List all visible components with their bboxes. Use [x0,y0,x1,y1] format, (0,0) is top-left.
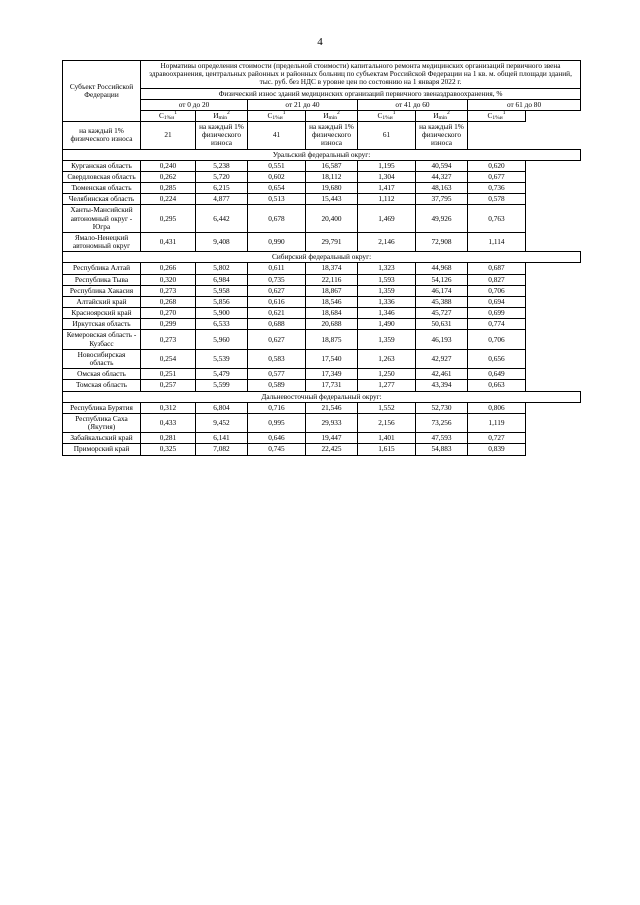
value-cell: 0,716 [248,402,306,413]
value-cell: 0,254 [141,349,196,368]
symbol-i-3: $И_{min}^2$ [416,110,468,121]
region-name-cell: Алтайский край [63,296,141,307]
value-cell: 18,374 [306,263,358,274]
value-cell: 1,401 [358,433,416,444]
table-row [63,285,581,296]
value-cell: 0,273 [141,285,196,296]
value-cell: 17,731 [306,380,358,391]
value-cell: 43,394 [416,380,468,391]
region-name-cell: Республика Бурятия [63,402,141,413]
region-name-cell: Республика Алтай [63,263,141,274]
value-cell: 1,552 [358,402,416,413]
region-name-cell: Иркутская область [63,319,141,330]
region-name-cell: Забайкальский край [63,433,141,444]
table-row [63,296,581,307]
value-cell: 0,312 [141,402,196,413]
value-cell: 0,620 [468,160,526,171]
region-name-cell: Курганская область [63,160,141,171]
value-cell: 1,336 [358,296,416,307]
header-wear-cell: Физический износ зданий медицинских организаций первичного звеназдравоохранения, % [141,88,581,99]
table-row [63,330,581,349]
value-cell: 18,546 [306,296,358,307]
value-cell: 40,594 [416,160,468,171]
value-cell: 37,795 [416,194,468,205]
value-cell: 44,327 [416,171,468,182]
table-header-title-row [63,61,581,89]
table-row [63,413,581,432]
value-cell: 0,654 [248,183,306,194]
value-cell: 1,615 [358,444,416,455]
region-name-cell: Республика Тыва [63,274,141,285]
value-cell: 0,694 [468,296,526,307]
table-row [63,274,581,285]
value-cell: 0,320 [141,274,196,285]
value-cell: 0,827 [468,274,526,285]
value-cell: 0,578 [468,194,526,205]
value-cell: 2,146 [358,232,416,251]
symbol-c-1: $C_{1\%и}^1$ [248,110,306,121]
value-cell: 1,250 [358,369,416,380]
value-cell: 0,513 [248,194,306,205]
value-cell: 0,646 [248,433,306,444]
table-row [63,160,581,171]
table-header-ranges-row [63,99,581,110]
table-row [63,232,581,251]
value-cell: 0,251 [141,369,196,380]
value-cell: 1,593 [358,274,416,285]
district-group-row [63,149,581,160]
value-cell: 54,883 [416,444,468,455]
value-cell: 1,195 [358,160,416,171]
value-cell: 6,984 [196,274,248,285]
value-cell: 0,589 [248,380,306,391]
value-cell: 0,774 [468,319,526,330]
value-cell: 5,720 [196,171,248,182]
value-cell: 1,417 [358,183,416,194]
value-cell: 16,587 [306,160,358,171]
value-cell: 6,533 [196,319,248,330]
table-row [63,369,581,380]
value-cell: 15,443 [306,194,358,205]
value-cell: 5,900 [196,308,248,319]
value-cell: 1,490 [358,319,416,330]
value-cell: 5,599 [196,380,248,391]
value-cell: 73,256 [416,413,468,432]
value-cell: 45,727 [416,308,468,319]
value-cell: 0,433 [141,413,196,432]
unit-per-percent-1: на каждый 1% физического износа [196,122,248,150]
value-cell: 1,469 [358,205,416,233]
value-cell: 9,408 [196,232,248,251]
value-cell: 0,627 [248,285,306,296]
value-cell: 1,323 [358,263,416,274]
table-row [63,171,581,182]
value-cell: 48,163 [416,183,468,194]
value-cell: 0,735 [248,274,306,285]
table-row [63,194,581,205]
value-cell: 29,791 [306,232,358,251]
region-name-cell: Ямало-Ненецкий автономный округ [63,232,141,251]
value-cell: 42,927 [416,349,468,368]
region-name-cell: Кемеровская область - Кузбасс [63,330,141,349]
value-cell: 6,442 [196,205,248,233]
value-cell: 0,285 [141,183,196,194]
value-cell: 46,174 [416,285,468,296]
table-row [63,319,581,330]
imin-value-1: 21 [141,122,196,150]
value-cell: 1,112 [358,194,416,205]
value-cell: 0,577 [248,369,306,380]
value-cell: 0,431 [141,232,196,251]
value-cell: 72,908 [416,232,468,251]
value-cell: 0,727 [468,433,526,444]
table-header-wear-row [63,88,581,99]
district-group-label: Уральский федеральный округ: [63,149,581,160]
value-cell: 5,479 [196,369,248,380]
value-cell: 52,730 [416,402,468,413]
value-cell: 1,119 [468,413,526,432]
value-cell: 45,388 [416,296,468,307]
value-cell: 46,193 [416,330,468,349]
region-name-cell: Томская область [63,380,141,391]
value-cell: 0,325 [141,444,196,455]
value-cell: 1,359 [358,330,416,349]
value-cell: 29,933 [306,413,358,432]
symbol-i-1: $И_{min}^2$ [196,110,248,121]
value-cell: 1,263 [358,349,416,368]
district-group-label: Сибирский федеральный округ: [63,252,581,263]
range-header-1: от 21 до 40 [248,99,358,110]
value-cell: 5,958 [196,285,248,296]
region-name-cell: Тюменская область [63,183,141,194]
value-cell: 18,112 [306,171,358,182]
value-cell: 0,299 [141,319,196,330]
value-cell: 18,867 [306,285,358,296]
region-name-cell: Новосибирская область [63,349,141,368]
value-cell: 50,631 [416,319,468,330]
value-cell: 0,806 [468,402,526,413]
value-cell: 0,706 [468,330,526,349]
value-cell: 17,540 [306,349,358,368]
value-cell: 0,262 [141,171,196,182]
value-cell: 6,804 [196,402,248,413]
value-cell: 0,839 [468,444,526,455]
value-cell: 1,359 [358,285,416,296]
value-cell: 0,266 [141,263,196,274]
table-row [63,380,581,391]
value-cell: 7,082 [196,444,248,455]
value-cell: 20,400 [306,205,358,233]
region-name-cell: Челябинская область [63,194,141,205]
value-cell: 21,546 [306,402,358,413]
norms-table-container [62,60,580,456]
table-header-symbols-row [63,110,581,121]
district-group-label: Дальневосточный федеральный округ: [63,391,581,402]
value-cell: 0,281 [141,433,196,444]
value-cell: 0,295 [141,205,196,233]
value-cell: 19,447 [306,433,358,444]
header-subject-cell: Субъект Российской Федерации [63,61,141,122]
value-cell: 18,875 [306,330,358,349]
region-name-cell: Свердловская область [63,171,141,182]
value-cell: 5,856 [196,296,248,307]
district-group-row [63,252,581,263]
region-name-cell: Омская область [63,369,141,380]
value-cell: 1,346 [358,308,416,319]
district-group-row [63,391,581,402]
region-name-cell: Красноярский край [63,308,141,319]
region-name-cell: Республика Саха (Якутия) [63,413,141,432]
table-row [63,205,581,233]
value-cell: 49,926 [416,205,468,233]
value-cell: 47,593 [416,433,468,444]
value-cell: 0,736 [468,183,526,194]
value-cell: 4,877 [196,194,248,205]
value-cell: 0,656 [468,349,526,368]
value-cell: 0,995 [248,413,306,432]
value-cell: 0,627 [248,330,306,349]
table-header-units-row [63,122,581,150]
range-header-3: от 61 до 80 [468,99,581,110]
unit-per-percent-2: на каждый 1% физического износа [306,122,358,150]
value-cell: 6,215 [196,183,248,194]
value-cell: 0,224 [141,194,196,205]
table-row [63,308,581,319]
value-cell: 0,583 [248,349,306,368]
value-cell: 1,277 [358,380,416,391]
region-name-cell: Ханты-Мансийский автономный округ - Югра [63,205,141,233]
value-cell: 0,270 [141,308,196,319]
value-cell: 0,649 [468,369,526,380]
table-row [63,433,581,444]
value-cell: 9,452 [196,413,248,432]
value-cell: 5,960 [196,330,248,349]
symbol-i-2: $И_{min}^2$ [306,110,358,121]
value-cell: 0,273 [141,330,196,349]
value-cell: 5,802 [196,263,248,274]
imin-value-3: 61 [358,122,416,150]
region-name-cell: Республика Хакасия [63,285,141,296]
value-cell: 44,968 [416,263,468,274]
symbol-c-3: $C_{1\%и}^1$ [468,110,526,121]
unit-per-percent-0: на каждый 1% физического износа [63,122,141,150]
value-cell: 0,990 [248,232,306,251]
value-cell: 5,539 [196,349,248,368]
value-cell: 19,680 [306,183,358,194]
region-name-cell: Приморский край [63,444,141,455]
value-cell: 0,688 [248,319,306,330]
value-cell: 0,602 [248,171,306,182]
value-cell: 20,688 [306,319,358,330]
value-cell: 6,141 [196,433,248,444]
value-cell: 0,678 [248,205,306,233]
value-cell: 0,240 [141,160,196,171]
table-row [63,183,581,194]
symbol-c-2: $C_{1\%и}^1$ [358,110,416,121]
value-cell: 0,551 [248,160,306,171]
range-header-2: от 41 до 60 [358,99,468,110]
value-cell: 22,116 [306,274,358,285]
value-cell: 0,677 [468,171,526,182]
value-cell: 1,114 [468,232,526,251]
value-cell: 0,687 [468,263,526,274]
table-row [63,444,581,455]
value-cell: 0,763 [468,205,526,233]
norms-table [62,60,581,456]
value-cell: 0,621 [248,308,306,319]
table-row [63,349,581,368]
range-header-0: от 0 до 20 [141,99,248,110]
value-cell: 0,706 [468,285,526,296]
value-cell: 22,425 [306,444,358,455]
value-cell: 2,156 [358,413,416,432]
value-cell: 0,699 [468,308,526,319]
table-row [63,402,581,413]
value-cell: 0,611 [248,263,306,274]
header-title-cell: Нормативы определения стоимости (предельной стоимости) капитального ремонта медицинских организаций первичного звена здравоохранения, центральных районных и районных больниц по субъектам Российской Федерации на 1 кв. м. общей площади зданий, тыс. руб. без НДС в уровне цен по состоянию на 1 января 2022 г. [141,61,581,89]
value-cell: 1,304 [358,171,416,182]
value-cell: 17,349 [306,369,358,380]
value-cell: 5,238 [196,160,248,171]
value-cell: 0,257 [141,380,196,391]
page-number: 4 [317,36,323,48]
value-cell: 42,461 [416,369,468,380]
imin-value-2: 41 [248,122,306,150]
symbol-c-0: $C_{1\%и}^1$ [141,110,196,121]
unit-per-percent-3: на каждый 1% физического износа [416,122,468,150]
value-cell: 0,268 [141,296,196,307]
value-cell: 18,684 [306,308,358,319]
value-cell: 54,126 [416,274,468,285]
value-cell: 0,745 [248,444,306,455]
value-cell: 0,663 [468,380,526,391]
table-row [63,263,581,274]
value-cell: 0,616 [248,296,306,307]
